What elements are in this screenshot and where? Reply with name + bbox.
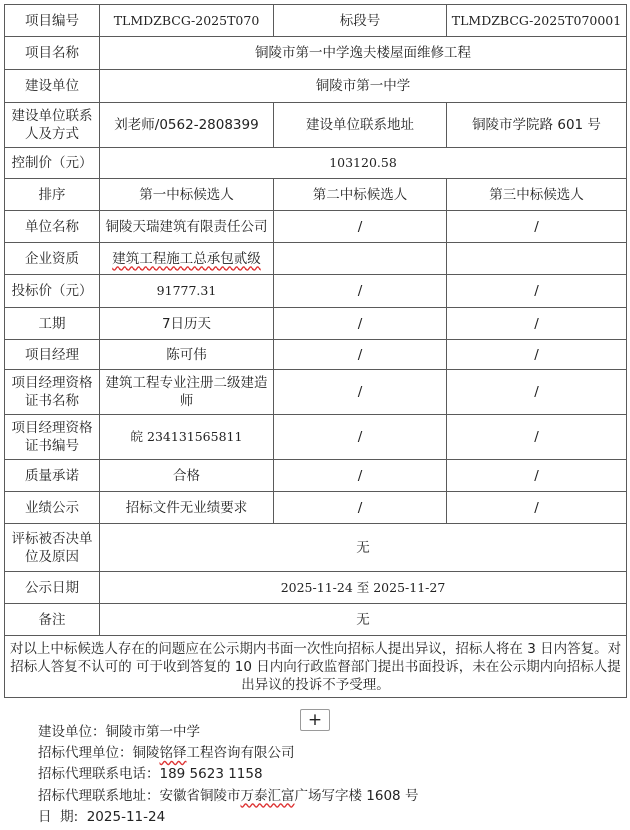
footer-agent-underlined: 铭铎	[159, 745, 187, 762]
row-value-1: 7日历天	[100, 308, 274, 340]
remark: 无	[100, 604, 627, 636]
footer-agent-suffix: 工程咨询有限公司	[186, 745, 295, 762]
publicity-date: 2025-11-24 至 2025-11-27	[100, 572, 627, 604]
table-row	[5, 370, 627, 415]
footer-agent	[38, 743, 418, 764]
footer-address-prefix: 招标代理联系地址：安徽省铜陵市	[38, 787, 241, 804]
row-value-1: 合格	[100, 460, 274, 492]
row-value-2: /	[274, 460, 447, 492]
expand-button[interactable]: +	[300, 709, 330, 731]
table-row	[5, 308, 627, 340]
builder-label: 建设单位	[5, 70, 100, 103]
section-no-label: 标段号	[274, 5, 447, 37]
row-label: 投标价（元）	[5, 275, 100, 308]
candidate-header-1: 第一中标候选人	[100, 179, 274, 211]
project-no: TLMDZBCG-2025T070	[100, 5, 274, 37]
table-row	[5, 340, 627, 370]
project-name-label: 项目名称	[5, 37, 100, 70]
row-value-1: 招标文件无业绩要求	[100, 492, 274, 524]
remark-label: 备注	[5, 604, 100, 636]
footer-agent-prefix: 招标代理单位：铜陵	[38, 745, 160, 762]
builder-contact: 刘老师/0562-2808399	[100, 103, 274, 148]
builder-address: 铜陵市学院路 601 号	[447, 103, 627, 148]
row-value-2: /	[274, 275, 447, 308]
row-value-3: /	[447, 492, 627, 524]
table-row	[5, 492, 627, 524]
row-value-1: 91777.31	[100, 275, 274, 308]
footer-address-underlined: 万泰汇富	[240, 787, 295, 804]
row-value-2: /	[274, 340, 447, 370]
publicity-date-label: 公示日期	[5, 572, 100, 604]
project-name: 铜陵市第一中学逸夫楼屋面维修工程	[100, 37, 627, 70]
footer-address	[38, 786, 418, 807]
bid-candidate-table	[4, 4, 627, 698]
table-row	[5, 243, 627, 275]
builder-address-label: 建设单位联系地址	[274, 103, 447, 148]
table-row	[5, 460, 627, 492]
footer-builder: 建设单位：铜陵市第一中学	[38, 724, 200, 740]
footer-phone: 招标代理联系电话：189 5623 1158	[38, 766, 263, 783]
row-value-1: 皖 234131565811	[100, 415, 274, 460]
rank-header: 排序	[5, 179, 100, 211]
row-value-3: /	[447, 211, 627, 243]
row-value-3: /	[447, 370, 627, 415]
builder: 铜陵市第一中学	[100, 70, 627, 103]
row-value-3: /	[447, 415, 627, 460]
project-no-label: 项目编号	[5, 5, 100, 37]
row-label: 业绩公示	[5, 492, 100, 524]
table-row	[5, 275, 627, 308]
row-value-1	[100, 243, 274, 275]
footer-date: 日 期: 2025-11-24	[38, 808, 166, 825]
row-label: 质量承诺	[5, 460, 100, 492]
row-value-3: /	[447, 275, 627, 308]
row-label: 项目经理	[5, 340, 100, 370]
row-value-2: /	[274, 370, 447, 415]
row-label: 项目经理资格证书名称	[5, 370, 100, 415]
builder-contact-label: 建设单位联系人及方式	[5, 103, 100, 148]
row-value-3: /	[447, 340, 627, 370]
row-label: 工期	[5, 308, 100, 340]
control-price: 103120.58	[100, 148, 627, 179]
row-value-1: 陈可伟	[100, 340, 274, 370]
objection-notice: 对以上中标候选人存在的问题应在公示期内书面一次性向招标人提出异议，招标人将在 3 日内答复。对招标人答复不认可的 可于收到答复的 10 日内向行政监督部门提出书面投诉，未在公示期内向招标人提出异议的投诉不予受理。	[5, 636, 627, 698]
row-value-2	[274, 243, 447, 275]
footer-address-suffix: 广场写字楼 1608 号	[294, 787, 419, 804]
footer-contact-info	[38, 722, 418, 828]
row-value-3: /	[447, 308, 627, 340]
row-value-2: /	[274, 492, 447, 524]
row-value-3	[447, 243, 627, 275]
rejected: 无	[100, 524, 627, 572]
row-value-3: /	[447, 460, 627, 492]
row-value-2: /	[274, 211, 447, 243]
row-value-2: /	[274, 308, 447, 340]
control-price-label: 控制价（元）	[5, 148, 100, 179]
candidate-header-2: 第二中标候选人	[274, 179, 447, 211]
section-no: TLMDZBCG-2025T070001	[447, 5, 627, 37]
candidate-header-3: 第三中标候选人	[447, 179, 627, 211]
row-label: 企业资质	[5, 243, 100, 275]
row-value-2: /	[274, 415, 447, 460]
qualification-text: 建筑工程施工总承包贰级	[112, 250, 261, 267]
table-row	[5, 211, 627, 243]
row-label: 单位名称	[5, 211, 100, 243]
row-value-1: 建筑工程专业注册二级建造师	[100, 370, 274, 415]
row-label: 项目经理资格证书编号	[5, 415, 100, 460]
rejected-label: 评标被否决单位及原因	[5, 524, 100, 572]
row-value-1: 铜陵天瑞建筑有限责任公司	[100, 211, 274, 243]
table-row	[5, 415, 627, 460]
